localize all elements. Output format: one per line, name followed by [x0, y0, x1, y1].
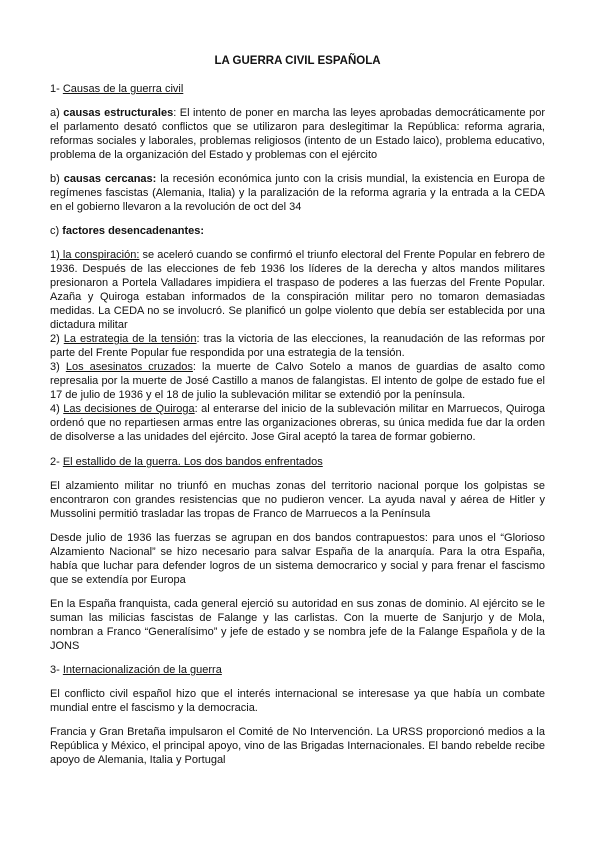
section-3-heading	[50, 663, 545, 677]
item-c-prefix: c)	[50, 225, 63, 237]
factor-4-text: : al enterarse del inicio de la sublevación militar en Marruecos, Quiroga ordenó que no repartiesen armas entre las organizaciones obreras, su única medida fue dar la orden de disolverse a las unidades del ejército. Jose Giral aceptó la tarea de formar gobierno.	[50, 403, 546, 443]
factor-2-label: La estrategia de la tensión	[63, 333, 197, 345]
document-page	[50, 44, 545, 777]
section-3-paragraph-1: El conflicto civil español hizo que el interés internacional se interesase ya que había un combate mundial entre el fascismo y la democracia.	[50, 688, 545, 714]
section-3-paragraph-2: Francia y Gran Bretaña impulsaron el Comité de No Intervención. La URSS proporcionó medios a la República y México, el principal apoyo, vino de las Brigadas Internacionales. El bando rebelde recibe apoyo de Alemania, Italia y Portugal	[50, 726, 545, 766]
section-2-heading	[50, 455, 545, 469]
factor-3-label: Los asesinatos cruzados	[65, 361, 193, 373]
item-c-label: factores desencadenantes:	[62, 225, 205, 237]
factor-3-paragraph	[50, 360, 545, 402]
factor-1-paragraph	[50, 248, 545, 332]
document-title: LA GUERRA CIVIL ESPAÑOLA	[214, 55, 381, 67]
factor-4-label: Las decisiones de Quiroga	[63, 403, 195, 415]
factor-4-paragraph	[50, 402, 545, 444]
section-1-number: 1-	[50, 83, 63, 95]
factor-2-number: 2)	[50, 333, 64, 345]
item-a-prefix: a)	[50, 107, 64, 119]
item-b-prefix: b)	[50, 173, 64, 185]
item-b-text: la recesión económica junto con la crisis mundial, la existencia en Europa de regímenes fascistas (Alemania, Italia) y la paralización de la reforma agraria y la entrada a la CEDA en el gobierno llevaron a la revolución de oct del 34	[50, 173, 546, 213]
factor-2-paragraph	[50, 332, 545, 360]
section-2-paragraph-1: El alzamiento militar no triunfó en muchas zonas del territorio nacional porque los golpistas se encontraron con grandes resistencias que no pudieron vencer. La ayuda naval y aérea de Hitler y Mussolini permitió trasladar las tropas de Franco de Marruecos a la Península	[50, 480, 545, 520]
item-b-label: causas cercanas:	[63, 173, 157, 185]
structural-causes-paragraph	[50, 106, 545, 162]
near-causes-paragraph	[50, 172, 545, 214]
factor-1-text: se aceleró cuando se confirmó el triunfo electoral del Frente Popular en febrero de 1936. Después de las elecciones de feb 1936 los líderes de la derecha y altos mandos militares presionaron a Portela Valladares impidiera el traspaso de poderes a las fuerzas del Frente Popular. Azaña y Quiroga estaban informados de la conspiración militar pero no tomaron demasiadas medidas. La CEDA no se involucró. Se planificó un golpe violento que debía ser establecida por una dictadura militar	[50, 249, 545, 331]
factor-3-number: 3)	[50, 361, 66, 373]
section-1-title: Causas de la guerra civil	[62, 83, 184, 95]
factor-1-number: 1)	[50, 249, 60, 261]
section-3-title: Internacionalización de la guerra	[62, 664, 222, 676]
section-2-paragraph-3: En la España franquista, cada general ejerció su autoridad en sus zonas de dominio. Al ejército se le suman las milicias fascistas de Falange y las carlistas. Con la muerte de Sanjurjo y de Mola, nombran a Franco “Generalísimo” y jefe de estado y se nombra jefe de la Falange Española y de la JONS	[50, 598, 545, 652]
factor-2-text: : tras la victoria de las elecciones, la reanudación de las reformas por parte del Frente Popular fue respondida por una estrategia de la tensión.	[50, 333, 545, 359]
triggering-factors-heading	[50, 224, 545, 238]
section-3-number: 3-	[50, 664, 63, 676]
section-2-number: 2-	[50, 456, 63, 468]
item-a-text: : El intento de poner en marcha las leyes aprobadas democráticamente por el parlamento desató conflictos que se utilizaron para deslegitimar la República: reforma agraria, reformas sociales y laborales, problemas religiosos (intento de un Estado laico), problema educativo, problema de la organización del Estado y problemas con el ejército	[50, 107, 545, 161]
section-2-paragraph-2: Desde julio de 1936 las fuerzas se agrupan en dos bandos contrapuestos: para unos el “Glorioso Alzamiento Nacional” se hizo necesario para salvar España de la anarquía. Para la otra España, había que luchar para defender logros de un sistema democrarico y social y para frenar el fascismo que se extendía por Europa	[50, 532, 545, 586]
factor-3-text: : la muerte de Calvo Sotelo a manos de guardias de asalto como represalia por la muerte de José Castillo a manos de falangistas. El intento de golpe de estado fue el 17 de julio de 1936 y el 18 de julio la sublevación militar se extendió por la península.	[50, 361, 545, 401]
item-a-label: causas estructurales	[63, 107, 174, 119]
section-1-heading	[50, 82, 545, 96]
factor-1-label: la conspiración:	[59, 249, 140, 261]
section-2-title: El estallido de la guerra. Los dos bandos enfrentados	[62, 456, 323, 468]
factor-4-number: 4)	[50, 403, 64, 415]
